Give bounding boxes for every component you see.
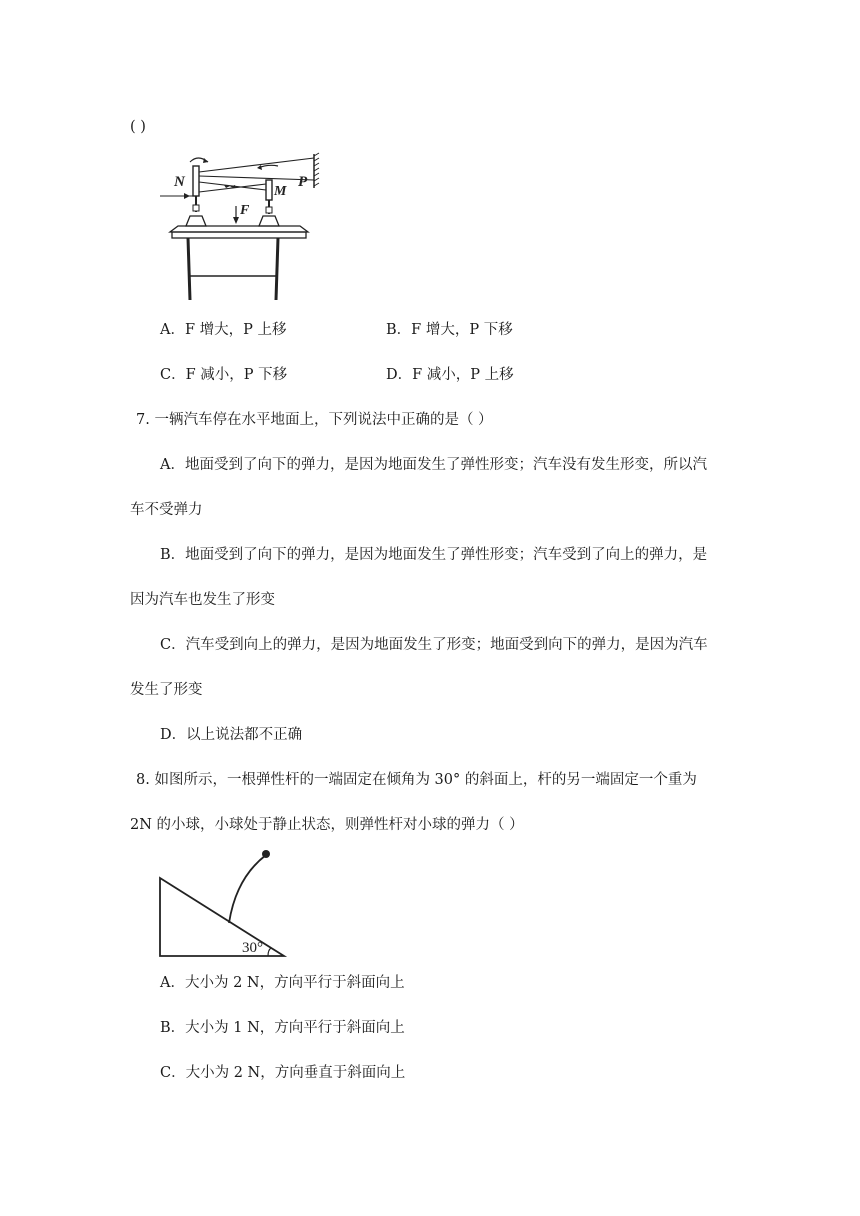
label-f: F (240, 203, 250, 218)
q8-stem-line1: 8. 如图所示，一根弹性杆的一端固定在倾角为 30° 的斜面上，杆的另一端固定一个重为 (136, 772, 697, 788)
table-top (170, 226, 308, 232)
angle-label: 30° (242, 940, 263, 956)
mirror-m (266, 180, 272, 200)
q7-option-d: D．以上说法都不正确 (160, 727, 303, 743)
q7-option-c-line2: 发生了形变 (130, 682, 203, 698)
table-apron (172, 232, 306, 238)
q7-option-b-line1: B．地面受到了向下的弹力，是因为地面发生了弹性形变；汽车受到了向上的弹力，是 (160, 547, 708, 563)
q7-option-b-line2: 因为汽车也发生了形变 (130, 592, 275, 608)
q7-option-a-line1: A．地面受到了向下的弹力，是因为地面发生了弹性形变；汽车没有发生形变，所以汽 (160, 457, 707, 473)
q8-option-a: A．大小为 2 N，方向平行于斜面向上 (160, 975, 405, 991)
q6-option-d: D．F 减小，P 上移 (386, 367, 514, 383)
angle-arc (268, 948, 271, 956)
q6-option-b: B．F 增大，P 下移 (386, 322, 513, 338)
q8-stem-line2: 2N 的小球，小球处于静止状态，则弹性杆对小球的弹力（ ） (130, 817, 524, 833)
q6-answer-bracket: ( ) (130, 119, 146, 135)
label-m: M (274, 184, 287, 199)
q7-option-a-line2: 车不受弹力 (130, 502, 203, 518)
q7-option-c-line1: C．汽车受到向上的弹力，是因为地面发生了形变；地面受到向下的弹力，是因为汽车 (160, 637, 708, 653)
ray-arrowheads (184, 185, 236, 199)
label-n: N (174, 174, 185, 190)
q6-mirror-table-figure (160, 150, 330, 305)
q8-incline-rod-figure (158, 848, 288, 960)
q8-option-b: B．大小为 1 N，方向平行于斜面向上 (160, 1020, 405, 1036)
elastic-rod (229, 855, 266, 923)
q7-stem: 7. 一辆汽车停在水平地面上，下列说法中正确的是（ ） (136, 412, 493, 428)
q6-option-a: A．F 增大，P 上移 (160, 322, 287, 338)
stand-n-base (186, 216, 206, 226)
label-p: P (298, 174, 308, 190)
incline-block (160, 878, 284, 956)
table-leg-right (276, 238, 278, 300)
q8-option-c: C．大小为 2 N，方向垂直于斜面向上 (160, 1065, 406, 1081)
table-leg-left (188, 238, 190, 300)
ball (262, 850, 270, 858)
stand-m-base (259, 216, 279, 226)
mirror-n (193, 166, 199, 196)
q6-option-c: C．F 减小，P 下移 (160, 367, 288, 383)
